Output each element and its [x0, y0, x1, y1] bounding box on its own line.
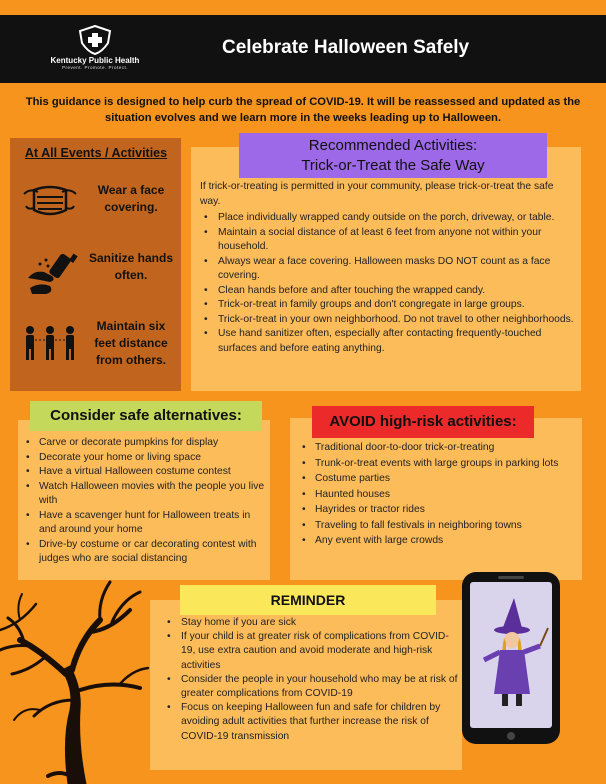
list-item: • Traveling to fall festivals in neighboring towns [298, 518, 580, 534]
list-item: • Watch Halloween movies with the people you live with [22, 480, 268, 509]
reminder-title: REMINDER [180, 585, 436, 615]
avoid-title: AVOID high-risk activities: [312, 406, 534, 438]
list-item: • Trick-or-treat in family groups and don't congregate in large groups. [200, 298, 575, 313]
event-item-sanitize [10, 248, 181, 303]
list-item: • Any event with large crowds [298, 533, 580, 549]
list-item: • Haunted houses [298, 487, 580, 503]
list-item: • Use hand sanitizer often, especially after contacting frequently-touched surfaces and before eating anything. [200, 327, 575, 356]
list-item: • Always wear a face covering. Halloween masks DO NOT count as a face covering. [200, 255, 575, 284]
list-item: • Have a virtual Halloween costume contest [22, 465, 268, 480]
list-item: • Maintain a social distance of at least 6 feet from anyone not within your household. [200, 226, 575, 255]
alternatives-body [22, 436, 268, 567]
event-item-label: Wear a face covering. [97, 183, 165, 214]
avoid-body [298, 440, 580, 549]
header-bar [0, 15, 606, 83]
logo-name: Kentucky Public Health [50, 56, 140, 65]
logo-tagline: Prevent. Promote. Protect. [61, 65, 129, 70]
list-item: • Stay home if you are sick [163, 616, 459, 630]
recommended-body [200, 180, 575, 356]
event-item-label: Maintain six feet distance from others. [94, 319, 168, 367]
reminder-body [163, 616, 459, 744]
sanitize-hands-icon [20, 248, 80, 298]
reminder-list [163, 616, 459, 744]
events-box [10, 138, 181, 391]
list-item: • Consider the people in your household who may be at risk of greater complications from COVID-19 [163, 673, 459, 701]
recommended-lead: If trick-or-treating is permitted in your community, please trick-or-treat the safe way. [200, 181, 554, 207]
list-item: • Trunk-or-treat events with large groups in parking lots [298, 456, 580, 472]
list-item: • Traditional door-to-door trick-or-treating [298, 440, 580, 456]
page-title: Celebrate Halloween Safely [222, 37, 470, 58]
list-item: • Hayrides or tractor rides [298, 502, 580, 518]
recommended-title-line2: Trick-or-Treat the Safe Way [301, 157, 485, 174]
list-item: • Costume parties [298, 471, 580, 487]
avoid-list [298, 440, 580, 549]
logo-shield-icon [78, 25, 112, 55]
recommended-title-line1: Recommended Activities: [308, 137, 478, 154]
spooky-tree-icon [0, 570, 150, 784]
list-item: • Carve or decorate pumpkins for display [22, 436, 268, 451]
alternatives-list [22, 436, 268, 567]
face-mask-icon [20, 180, 80, 230]
recommended-list [200, 211, 575, 356]
social-distance-icon [20, 316, 80, 366]
kentucky-public-health-logo [40, 25, 150, 80]
intro-text: This guidance is designed to help curb the spread of COVID-19. It will be reassessed and updated as the situation evolves and we learn more in the weeks leading up to Halloween. [25, 96, 581, 124]
list-item: • If your child is at greater risk of complications from COVID-19, use extra caution and avoid moderate and high-risk activities [163, 630, 459, 673]
list-item: • Have a scavenger hunt for Halloween treats in and around your home [22, 509, 268, 538]
list-item: • Place individually wrapped candy outside on the porch, driveway, or table. [200, 211, 575, 226]
phone-with-witch-icon [456, 568, 566, 748]
alternatives-title: Consider safe alternatives: [30, 401, 262, 431]
list-item: • Trick-or-treat in your own neighborhood. Do not travel to other neighborhoods. [200, 313, 575, 328]
event-item-label: Sanitize hands often. [88, 251, 174, 282]
list-item: • Decorate your home or living space [22, 451, 268, 466]
list-item: • Clean hands before and after touching the wrapped candy. [200, 284, 575, 299]
recommended-title [239, 133, 547, 178]
list-item: • Drive-by costume or car decorating contest with judges who are social distancing [22, 538, 268, 567]
event-item-distance [10, 316, 181, 371]
list-item: • Focus on keeping Halloween fun and safe for children by avoiding adult activities that further increase the risk of COVID-19 transmission [163, 701, 459, 744]
event-item-mask [10, 180, 181, 235]
events-title: At All Events / Activities [24, 146, 168, 160]
